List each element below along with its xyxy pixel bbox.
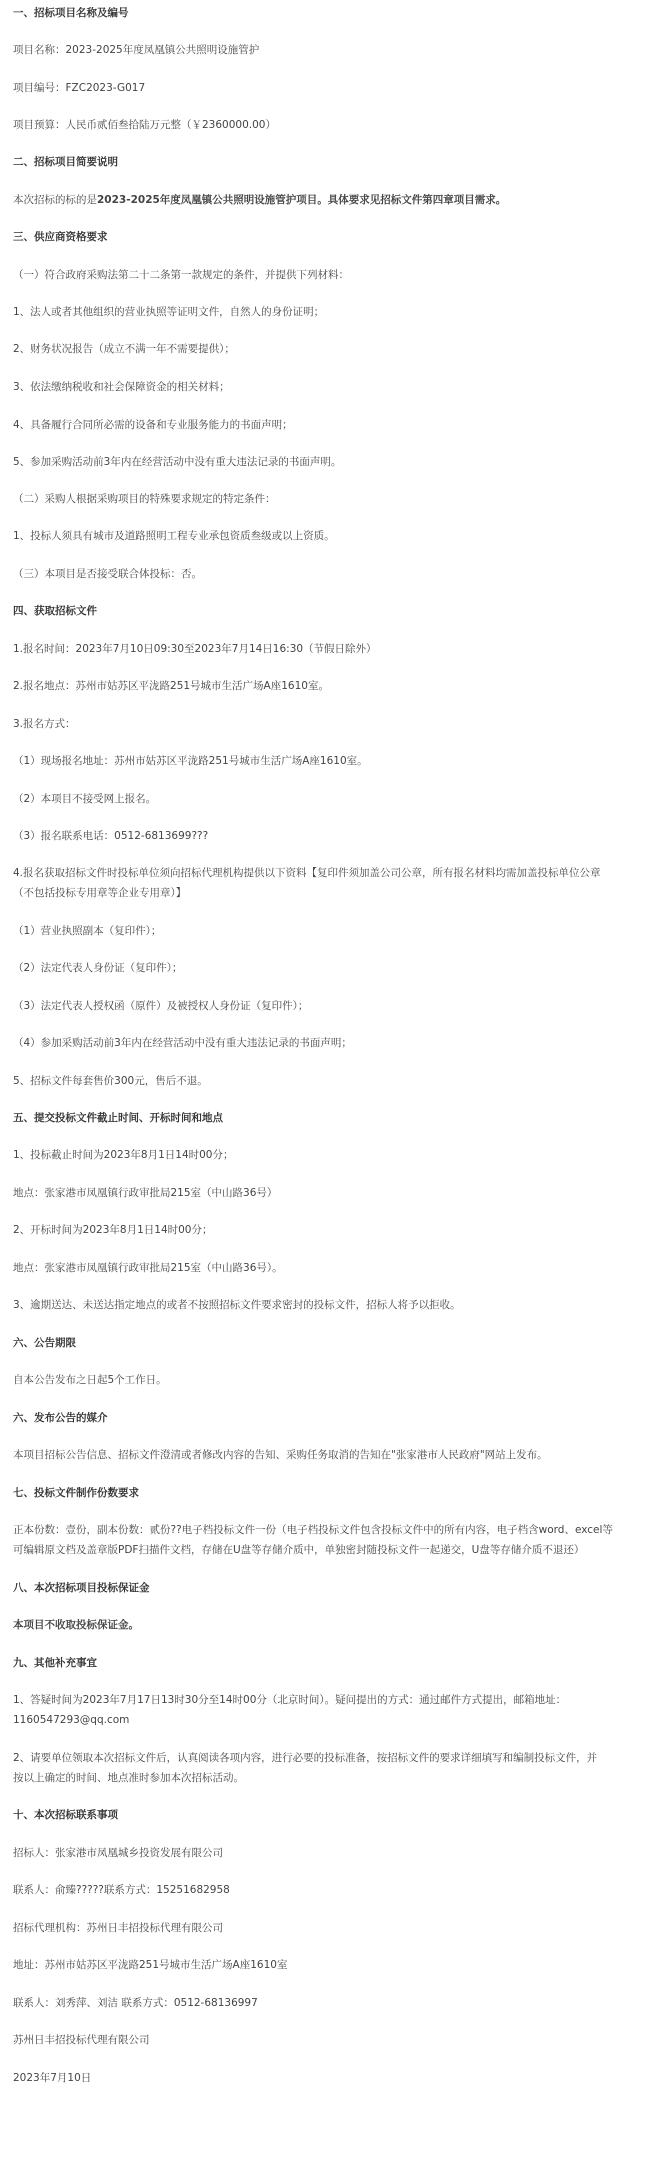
deposit-note: 本项目不收取投标保证金。 <box>13 1619 139 1631</box>
agency-contact: 联系人：刘秀萍、刘洁 联系方式：0512-68136997 <box>13 1997 258 2009</box>
copies-line-2: 可编辑原文档及盖章版PDF扫描件文档，存储在U盘等存储介质中，单独密封随投标文件一起递交，U盘等存储介质不退还） <box>13 1544 585 1556</box>
section-4-heading: 四、获取招标文件 <box>13 605 97 617</box>
reminder-line-2: 按以上确定的时间、地点准时参加本次招标活动。 <box>13 1772 244 1784</box>
opening-time: 2、开标时间为2023年8月1日14时00分； <box>13 1224 213 1236</box>
announcement-period: 自本公告发布之日起5个工作日。 <box>13 1374 167 1386</box>
agency: 招标代理机构：苏州日丰招投标代理有限公司 <box>13 1922 223 1934</box>
registration-method: 3.报名方式： <box>13 718 76 730</box>
qualification-item-2: 2、财务状况报告（成立不满一年不需要提供）； <box>13 343 235 355</box>
project-description <box>13 193 506 207</box>
doc-item-2: （2）法定代表人身份证（复印件）； <box>13 962 183 974</box>
qualification-intro-1: （一）符合政府采购法第二十二条第一款规定的条件，并提供下列材料： <box>13 269 349 281</box>
doc-item-3: （3）法定代表人授权函（原件）及被授权人身份证（复印件）； <box>13 1000 309 1012</box>
doc-item-1: （1）营业执照副本（复印件）； <box>13 925 162 937</box>
agency-address: 地址：苏州市姑苏区平泷路251号城市生活广场A座1610室 <box>13 1959 288 1971</box>
section-8-heading: 八、本次招标项目投标保证金 <box>13 1582 150 1594</box>
copies-line-1: 正本份数：壹份，副本份数：贰份??电子档投标文件一份（电子档投标文件包含投标文件中的所有内容，电子档含word、excel等 <box>13 1524 613 1536</box>
qualification-item-6: 1、投标人须具有城市及道路照明工程专业承包资质叁级或以上资质。 <box>13 530 335 542</box>
qualification-item-4: 4、具备履行合同所必需的设备和专业服务能力的书面声明； <box>13 419 293 431</box>
document-price: 5、招标文件每套售价300元，售后不退。 <box>13 1075 208 1087</box>
section-6b-heading: 六、发布公告的媒介 <box>13 1412 108 1424</box>
opening-place: 地点：张家港市凤凰镇行政审批局215室（中山路36号）。 <box>13 1262 283 1274</box>
qualification-intro-3: （三）本项目是否接受联合体投标：否。 <box>13 568 202 580</box>
section-6-heading: 六、公告期限 <box>13 1337 76 1349</box>
reminder-line-1: 2、请要单位领取本次招标文件后，认真阅读各项内容，进行必要的投标准备，按招标文件的要求详细填写和编制投标文件，并 <box>13 1752 598 1764</box>
project-code: 项目编号：FZC2023-G017 <box>13 82 146 94</box>
method-item-1: （1）现场报名地址：苏州市姑苏区平泷路251号城市生活广场A座1610室。 <box>13 755 368 767</box>
registration-place: 2.报名地点：苏州市姑苏区平泷路251号城市生活广场A座1610室。 <box>13 680 329 692</box>
section-2-heading: 二、招标项目简要说明 <box>13 156 118 168</box>
section-10-heading: 十、本次招标联系事项 <box>13 1809 118 1821</box>
late-submission-note: 3、逾期送达、未送达指定地点的或者不按照招标文件要求密封的投标文件，招标人将予以拒收。 <box>13 1299 461 1311</box>
bid-place: 地点：张家港市凤凰镇行政审批局215室（中山路36号） <box>13 1187 278 1199</box>
required-docs-line-2: （不包括投标专用章等企业专用章）】 <box>13 887 187 899</box>
publication-media: 本项目招标公告信息、招标文件澄清或者修改内容的告知、采购任务取消的告知在"张家港市人民政府"网站上发布。 <box>13 1449 548 1461</box>
qa-line-1: 1、答疑时间为2023年7月17日13时30分至14时00分（北京时间）。疑问提出的方式：通过邮件方式提出，邮箱地址： <box>13 1694 567 1706</box>
project-name: 项目名称：2023-2025年度凤凰镇公共照明设施管护 <box>13 44 260 56</box>
description-prefix: 本次招标的标的是 <box>13 194 97 206</box>
signature-org: 苏州日丰招投标代理有限公司 <box>13 2034 150 2046</box>
section-1-heading: 一、招标项目名称及编号 <box>13 7 129 19</box>
qualification-item-5: 5、参加采购活动前3年内在经营活动中没有重大违法记录的书面声明。 <box>13 456 342 468</box>
tenderer-contact: 联系人：俞臻?????联系方式：15251682958 <box>13 1884 230 1896</box>
qualification-intro-2: （二）采购人根据采购项目的特殊要求规定的特定条件： <box>13 493 276 505</box>
project-budget: 项目预算：人民币贰佰叁拾陆万元整（￥2360000.00） <box>13 119 276 131</box>
section-9-heading: 九、其他补充事宜 <box>13 1657 97 1669</box>
section-7-heading: 七、投标文件制作份数要求 <box>13 1487 139 1499</box>
tenderer: 招标人：张家港市凤凰城乡投资发展有限公司 <box>13 1847 223 1859</box>
doc-item-4: （4）参加采购活动前3年内在经营活动中没有重大违法记录的书面声明； <box>13 1037 352 1049</box>
qualification-item-3: 3、依法缴纳税收和社会保障资金的相关材料； <box>13 381 230 393</box>
description-bold: 2023-2025年度凤凰镇公共照明设施管护项目。具体要求见招标文件第四章项目需求。 <box>97 194 507 206</box>
section-5-heading: 五、提交投标文件截止时间、开标时间和地点 <box>13 1112 223 1124</box>
qa-email: 1160547293@qq.com <box>13 1714 130 1726</box>
required-docs-line-1: 4.报名获取招标文件时投标单位须向招标代理机构提供以下资料【复印件须加盖公司公章，所有报名材料均需加盖投标单位公章 <box>13 867 601 879</box>
registration-time: 1.报名时间：2023年7月10日09:30至2023年7月14日16:30（节假日除外） <box>13 643 377 655</box>
method-item-3: （3）报名联系电话：0512-6813699??? <box>13 830 209 842</box>
qualification-item-1: 1、法人或者其他组织的营业执照等证明文件，自然人的身份证明； <box>13 306 325 318</box>
section-3-heading: 三、供应商资格要求 <box>13 231 108 243</box>
bid-deadline: 1、投标截止时间为2023年8月1日14时00分； <box>13 1149 234 1161</box>
signature-date: 2023年7月10日 <box>13 2072 92 2084</box>
method-item-2: （2）本项目不接受网上报名。 <box>13 793 157 805</box>
